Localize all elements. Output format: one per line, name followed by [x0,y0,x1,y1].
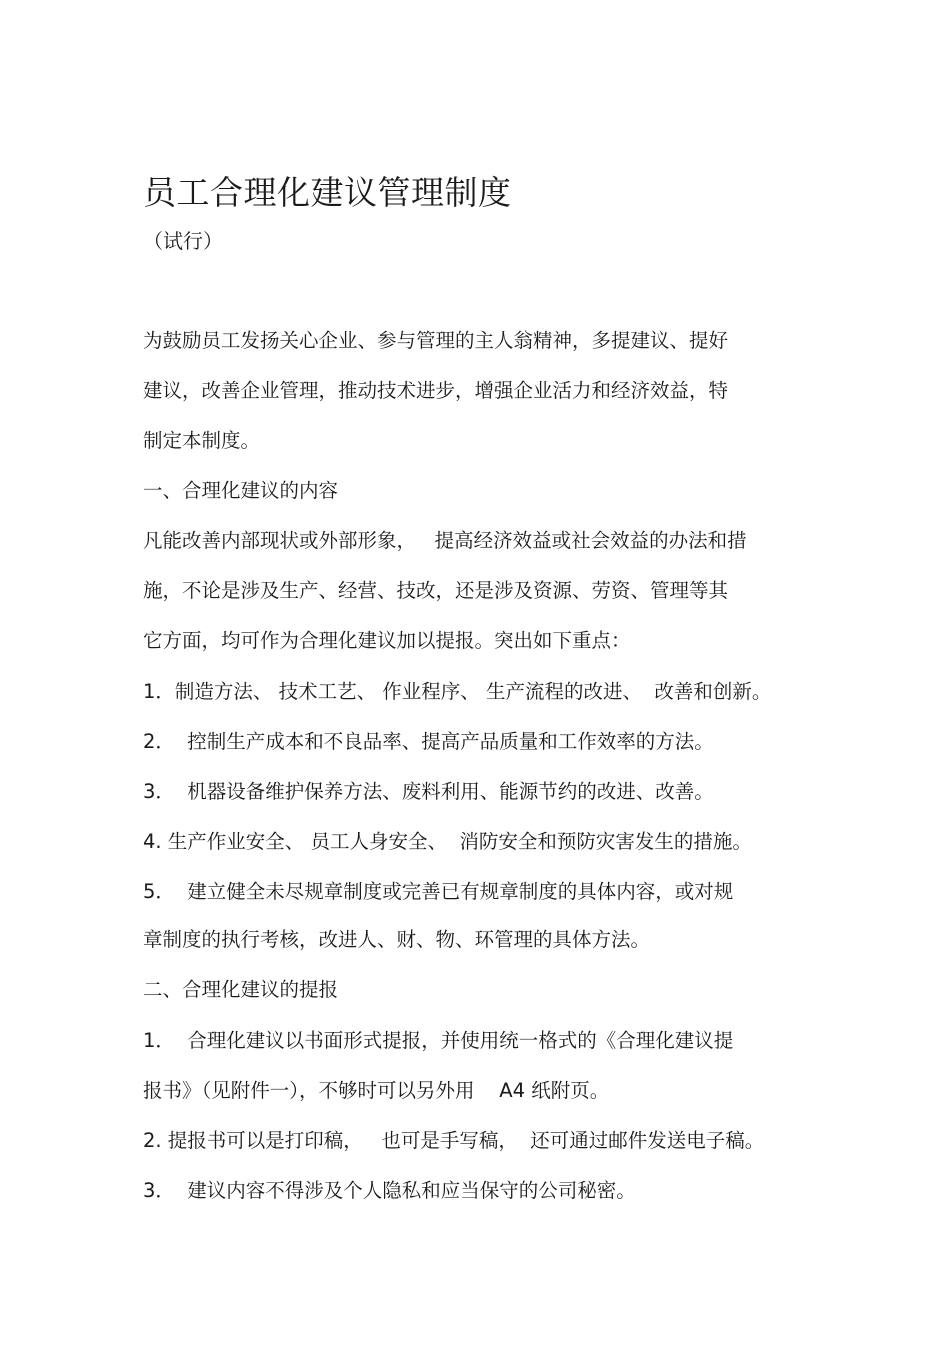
paragraph-line: 凡能改善内部现状或外部形象， 提高经济效益或社会效益的办法和措 [143,529,747,552]
intro-line: 为鼓励员工发扬关心企业、参与管理的主人翁精神，多提建议、提好 [143,329,729,352]
list-item: 2． 控制生产成本和不良品率、提高产品质量和工作效率的方法。 [143,730,714,753]
paragraph-line: 它方面，均可作为合理化建议加以提报。突出如下重点： [143,629,631,652]
section-heading: 一、合理化建议的内容 [143,479,339,502]
list-item: 3． 机器设备维护保养方法、废料利用、能源节约的改进、改善。 [143,780,714,803]
section-heading: 二、合理化建议的提报 [143,978,339,1001]
list-item-continuation: 章制度的执行考核，改进人、财、物、环管理的具体方法。 [143,928,651,951]
list-item: 4. 生产作业安全、 员工人身安全、 消防安全和预防灾害发生的措施。 [143,830,752,853]
list-item: 2. 提报书可以是打印稿， 也可是手写稿， 还可通过邮件发送电子稿。 [143,1129,765,1152]
document-title: 员工合理化建议管理制度 [143,173,512,212]
list-item: 1．制造方法、 技术工艺、 作业程序、 生产流程的改进、 改善和创新。 [143,680,772,703]
document-subtitle: （试行） [143,229,223,253]
list-item: 1． 合理化建议以书面形式提报，并使用统一格式的《合理化建议提 [143,1029,734,1052]
intro-line: 制定本制度。 [143,429,261,452]
list-item-continuation: 报书》（见附件一），不够时可以另外用 A4 纸附页。 [143,1079,610,1102]
intro-line: 建议，改善企业管理，推动技术进步，增强企业活力和经济效益，特 [143,379,729,402]
list-item: 3． 建议内容不得涉及个人隐私和应当保守的公司秘密。 [143,1179,636,1202]
list-item: 5． 建立健全未尽规章制度或完善已有规章制度的具体内容，或对规 [143,880,734,903]
paragraph-line: 施，不论是涉及生产、经营、技改，还是涉及资源、劳资、管理等其 [143,579,729,602]
